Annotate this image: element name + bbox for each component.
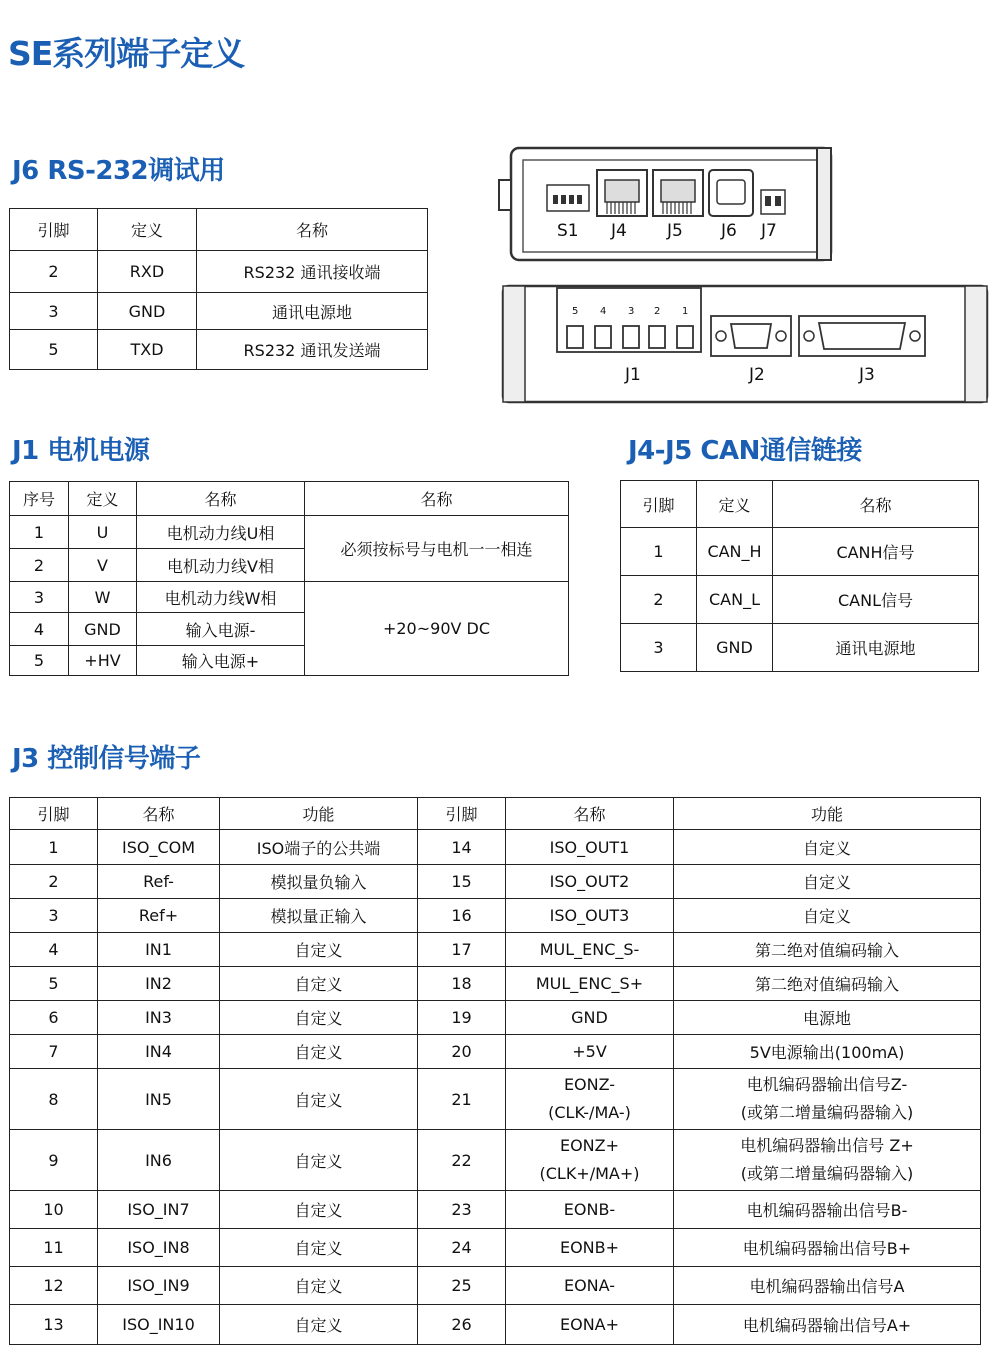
table-row [621,624,979,672]
table-row [10,582,569,613]
table-row [10,1229,981,1267]
pin-cell: 2 [10,251,98,293]
name-cell: 输入电源+ [137,646,305,676]
j3-heading: J3 控制信号端子 [12,744,201,774]
pin-cell: 15 [418,865,506,899]
function-cell: 电机编码器输出信号B- [674,1191,981,1229]
pin-cell: 17 [418,933,506,967]
device-drawing [495,140,995,410]
pin-cell: 19 [418,1001,506,1035]
function-cell: 电机编码器输出信号A+ [674,1305,981,1345]
table-row [10,967,981,1001]
column-header: 定义 [69,482,137,516]
function-cell: 电机编码器输出信号Z- (或第二增量编码器输入) [674,1069,981,1130]
j45-table [620,480,979,672]
pin-cell: 3 [621,624,697,672]
pin-cell: 6 [10,1001,98,1035]
device-label-s1: S1 [557,221,579,241]
table-row [10,1001,981,1035]
function-cell: 自定义 [220,1035,418,1069]
name-cell: 输入电源- [137,613,305,646]
table-row [10,1130,981,1191]
pin-cell: 22 [418,1130,506,1191]
device-label-j3: J3 [859,365,875,385]
name-cell: ISO_IN7 [98,1191,220,1229]
j1-heading: J1 电机电源 [12,436,150,466]
pin-cell: 12 [10,1267,98,1305]
name-cell: EONA+ [506,1305,674,1345]
column-header: 名称 [197,209,428,251]
name-cell: IN5 [98,1069,220,1130]
definition-cell: GND [697,624,773,672]
function-cell: 自定义 [674,899,981,933]
j6-heading: J6 RS-232调试用 [12,156,225,186]
pin-cell: 14 [418,830,506,865]
pin-cell: 5 [10,646,69,676]
column-header: 引脚 [10,798,98,830]
name-cell: ISO_COM [98,830,220,865]
pin-cell: 4 [10,613,69,646]
function-cell: 5V电源输出(100mA) [674,1035,981,1069]
name-cell: Ref- [98,865,220,899]
column-header: 引脚 [418,798,506,830]
name-cell: RS232 通讯接收端 [197,251,428,293]
definition-cell: U [69,516,137,549]
definition-cell: CAN_H [697,528,773,576]
function-cell: 自定义 [220,1130,418,1191]
function-cell: 电源地 [674,1001,981,1035]
function-cell: ISO端子的公共端 [220,830,418,865]
column-header: 名称 [305,482,569,516]
column-header: 定义 [697,481,773,528]
table-row [10,899,981,933]
name-cell: 电机动力线U相 [137,516,305,549]
j7-port [761,190,785,214]
name-cell: EONB+ [506,1229,674,1267]
device-label-j1: J1 [625,365,641,385]
pin-cell: 3 [10,582,69,613]
column-header: 名称 [773,481,979,528]
name-cell: IN1 [98,933,220,967]
name-cell: ISO_OUT1 [506,830,674,865]
name-cell: ISO_OUT2 [506,865,674,899]
name-cell: ISO_IN8 [98,1229,220,1267]
function-cell: 自定义 [220,933,418,967]
function-cell: 电机编码器输出信号 Z+ (或第二增量编码器输入) [674,1130,981,1191]
pin-cell: 4 [10,933,98,967]
name-cell: EONB- [506,1191,674,1229]
terminal-number: 1 [682,306,689,317]
pin-cell: 2 [621,576,697,624]
table-row [621,576,979,624]
device-label-j2: J2 [749,365,765,385]
device-label-j7: J7 [761,221,777,241]
name-cell: EONZ- (CLK-/MA-) [506,1069,674,1130]
table-row [10,830,981,865]
column-header: 功能 [674,798,981,830]
column-header: 名称 [98,798,220,830]
column-header: 引脚 [10,209,98,251]
function-cell: 自定义 [220,1191,418,1229]
function-cell: 第二绝对值编码输入 [674,933,981,967]
power-note-cell: +20~90V DC [305,582,569,676]
definition-cell: +HV [69,646,137,676]
pin-cell: 13 [10,1305,98,1345]
function-cell: 自定义 [220,967,418,1001]
definition-cell: CAN_L [697,576,773,624]
definition-cell: TXD [98,330,197,370]
function-cell: 自定义 [674,865,981,899]
definition-cell: RXD [98,251,197,293]
pin-cell: 10 [10,1191,98,1229]
pin-cell: 21 [418,1069,506,1130]
pin-cell: 5 [10,330,98,370]
column-header: 引脚 [621,481,697,528]
name-cell: 电机动力线W相 [137,582,305,613]
definition-cell: V [69,549,137,582]
name-cell: 通讯电源地 [773,624,979,672]
terminal-number: 3 [628,306,635,317]
function-cell: 自定义 [220,1069,418,1130]
definition-cell: GND [69,613,137,646]
name-cell: ISO_IN9 [98,1267,220,1305]
j6-table [9,208,428,370]
definition-cell: GND [98,293,197,330]
name-cell: ISO_IN10 [98,1305,220,1345]
table-row [10,1035,981,1069]
terminal-number: 5 [572,306,579,317]
table-row [10,1305,981,1345]
name-cell: 通讯电源地 [197,293,428,330]
column-header: 序号 [10,482,69,516]
terminal-number: 2 [654,306,661,317]
function-cell: 模拟量正输入 [220,899,418,933]
name-cell: EONZ+ (CLK+/MA+) [506,1130,674,1191]
table-row [10,251,428,293]
device-label-j5: J5 [667,221,683,241]
table-row [10,293,428,330]
table-row [10,516,569,549]
pin-cell: 18 [418,967,506,1001]
table-header-row [10,482,569,516]
table-row [10,330,428,370]
pin-cell: 2 [10,865,98,899]
name-cell: 电机动力线V相 [137,549,305,582]
name-cell: +5V [506,1035,674,1069]
name-cell: ISO_OUT3 [506,899,674,933]
name-cell: EONA- [506,1267,674,1305]
table-header-row [621,481,979,528]
function-cell: 自定义 [220,1001,418,1035]
name-cell: RS232 通讯发送端 [197,330,428,370]
pin-cell: 25 [418,1267,506,1305]
definition-cell: W [69,582,137,613]
function-cell: 第二绝对值编码输入 [674,967,981,1001]
pin-cell: 1 [621,528,697,576]
motor-note-cell: 必须按标号与电机一一相连 [305,516,569,582]
pin-cell: 1 [10,830,98,865]
pin-cell: 20 [418,1035,506,1069]
name-cell: IN2 [98,967,220,1001]
pin-cell: 7 [10,1035,98,1069]
name-cell: CANL信号 [773,576,979,624]
pin-cell: 16 [418,899,506,933]
function-cell: 自定义 [220,1267,418,1305]
column-header: 名称 [137,482,305,516]
j3-table [9,797,981,1345]
j45-heading: J4-J5 CAN通信链接 [628,436,862,466]
function-cell: 电机编码器输出信号A [674,1267,981,1305]
column-header: 功能 [220,798,418,830]
table-row [10,933,981,967]
column-header: 名称 [506,798,674,830]
name-cell: Ref+ [98,899,220,933]
pin-cell: 9 [10,1130,98,1191]
table-header-row [10,798,981,830]
name-cell: IN6 [98,1130,220,1191]
function-cell: 自定义 [220,1305,418,1345]
device-label-j4: J4 [611,221,627,241]
device-illustration [495,140,995,410]
pin-cell: 26 [418,1305,506,1345]
page-title: SE系列端子定义 [8,34,245,73]
name-cell: MUL_ENC_S- [506,933,674,967]
name-cell: CANH信号 [773,528,979,576]
function-cell: 自定义 [220,1229,418,1267]
table-header-row [10,209,428,251]
device-label-j6: J6 [721,221,737,241]
table-row [10,1267,981,1305]
j1-table [9,481,569,676]
table-row [10,865,981,899]
pin-cell: 11 [10,1229,98,1267]
pin-cell: 5 [10,967,98,1001]
function-cell: 电机编码器输出信号B+ [674,1229,981,1267]
name-cell: IN4 [98,1035,220,1069]
pin-cell: 3 [10,899,98,933]
table-row [621,528,979,576]
pin-cell: 3 [10,293,98,330]
pin-cell: 1 [10,516,69,549]
name-cell: GND [506,1001,674,1035]
table-row [10,1191,981,1229]
terminal-number: 4 [600,306,607,317]
pin-cell: 23 [418,1191,506,1229]
function-cell: 模拟量负输入 [220,865,418,899]
table-row [10,1069,981,1130]
pin-cell: 8 [10,1069,98,1130]
name-cell: MUL_ENC_S+ [506,967,674,1001]
pin-cell: 2 [10,549,69,582]
pin-cell: 24 [418,1229,506,1267]
column-header: 定义 [98,209,197,251]
function-cell: 自定义 [674,830,981,865]
name-cell: IN3 [98,1001,220,1035]
